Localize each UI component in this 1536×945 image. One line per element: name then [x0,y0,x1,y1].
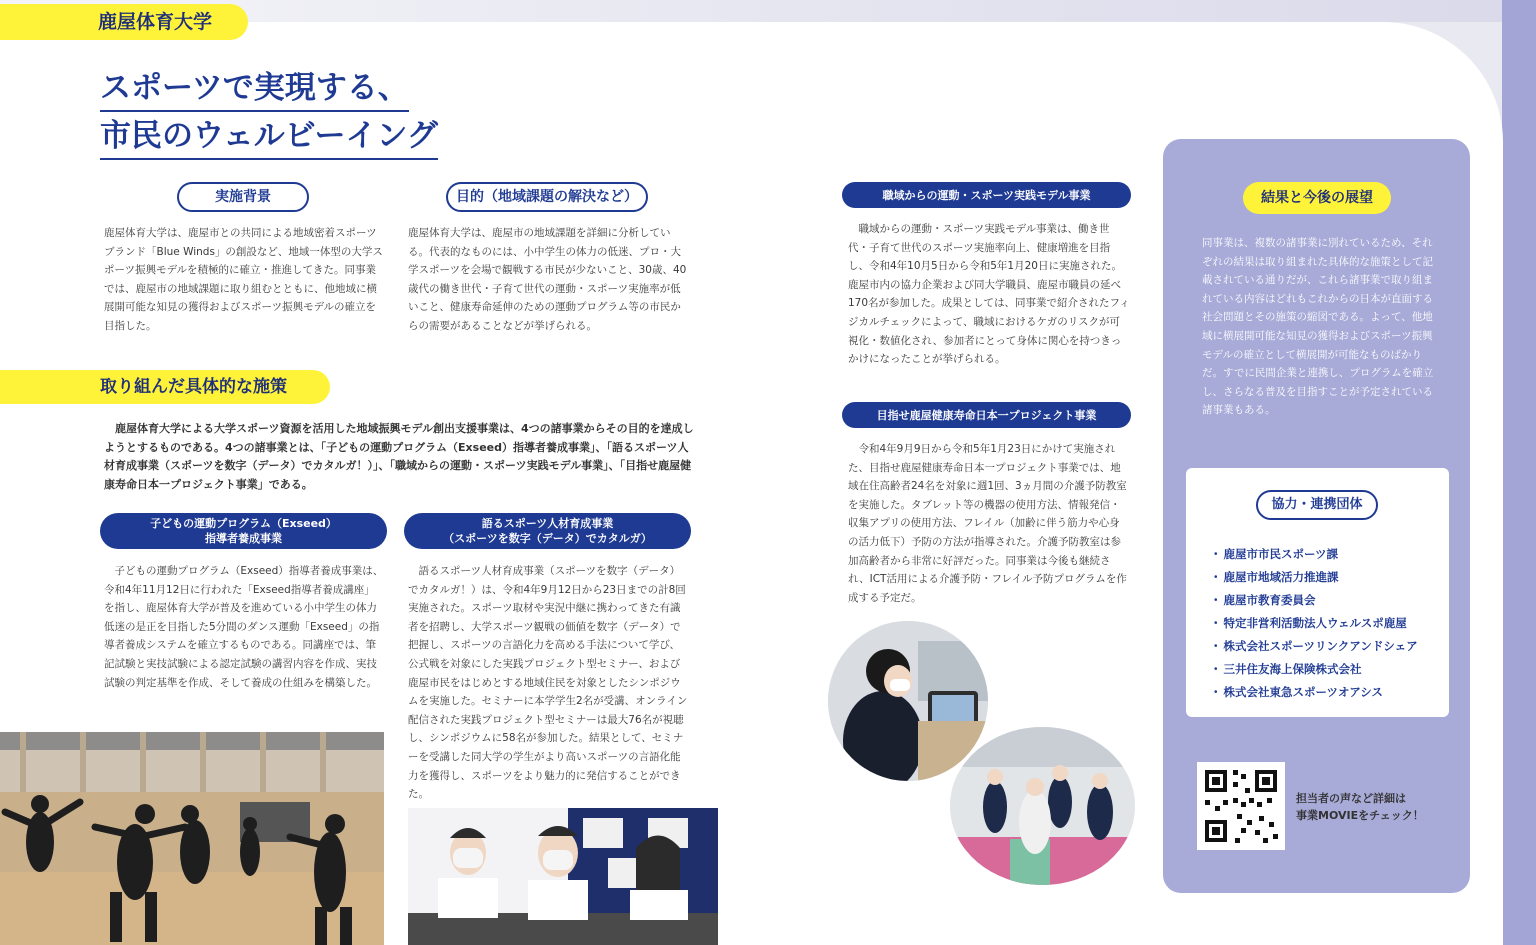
initiatives-intro: 鹿屋体育大学による大学スポーツ資源を活用した地域振興モデル創出支援事業は、4つの諸事業からその目的を達成しようとするものである。4つの諸事業とは、「子どもの運動プログラム（Exseed）指導者養成事業」、「語るスポーツ人材育成事業（スポーツを数字（データ）でカタルガ！）」、「職域からの運動・スポーツ実践モデル事業」、「目指せ鹿屋健康寿命日本一プロジェクト事業」である。 [104,422,694,491]
purpose-text: 鹿屋体育大学は、鹿屋市の地域課題を詳細に分析している。代表的なものには、小中学生の体力の低迷、プロ・大学スポーツを会場で観戦する市民が少ないこと、30歳、40歳代の働き世代・子育て世代の運動・スポーツ実施率が低いこと、健康寿命延伸のための運動プログラム等の市民からの需要があることなどが挙げられる。 [408,227,687,332]
program1-title [100,513,387,549]
results-text: 同事業は、複数の諸事業に別れているため、それぞれの結果は取り組まれた具体的な施策として記載されている通りだが、これら諸事業で取り組まれている内容はどれもこれからの日本が直面する社会問題とその施策の縮図である。よって、他地域に横展開可能な知見の獲得およびスポーツ振興モデルの確立として横展開が可能なものばかりだ。すでに民間企業と連携し、プログラムを確立し、さらなる普及を目指すことが予定されている諸事業もある。 [1202,237,1434,417]
partner-item: ・ 鹿屋市教育委員会 [1210,589,1418,612]
movie-note-line1: 担当者の声など詳細は [1296,792,1406,805]
movie-note [1296,790,1424,824]
partners-label: 協力・連携団体 [1256,490,1378,520]
broadcast-seminar-photo [408,808,718,945]
partners-list [1210,543,1418,704]
partner-item: ・ 特定非営利活動法人ウェルスポ鹿屋 [1210,612,1418,635]
program2-title [404,513,691,549]
partner-item: ・ 鹿屋市市民スポーツ課 [1210,543,1418,566]
results-label: 結果と今後の展望 [1243,182,1391,214]
program4-text: 令和4年9月9日から令和5年1月23日にかけて実施された、目指せ鹿屋健康寿命日本一プロジェクト事業では、地域在住高齢者24名を対象に週1回、3ヵ月間の介護予防教室を実施した。タブレット等の機器の使用方法、情報発信・収集アプリの使用方法、フレイル（加齢に伴う筋力や心身の活力低下）予防の方法が指導された。介護予防教室は参加高齢者から非常に好評だった。同事業は今後も継続され、ICT活用による介護予防・フレイル予防プログラムを作成する予定だ。 [848,443,1127,604]
program4-title: 目指せ鹿屋健康寿命日本一プロジェクト事業 [842,402,1131,428]
tablet-class-illustration [828,621,988,781]
program3-title: 職域からの運動・スポーツ実践モデル事業 [842,182,1131,208]
program1-title-line1: 子どもの運動プログラム（Exseed） [150,517,337,530]
program1-text: 子どもの運動プログラム（Exseed）指導者養成事業は、令和4年11月12日に行われた「Exseed指導者養成講座」を指し、鹿屋体育大学が普及を進めている小中学生の体力低迷の是正を目指した5分間のダンス運動「Exseed」の指導者養成システムを確立するものである。同講座では、筆記試験と実技試験による認定試験の講習内容を作成、実技試験の判定基準を作成、そして養成の仕組みを構築した。 [104,565,384,689]
program3-text: 職域からの運動・スポーツ実践モデル事業は、働き世代・子育て世代のスポーツ実施率向上、健康増進を目指し、令和4年10月5日から令和5年1月20日に実施された。鹿屋市内の協力企業および同大学職員、鹿屋市職員の延べ170名が参加した。成果としては、同事業で紹介されたフィジカルチェックによって、職域におけるケガのリスクが可視化・数値化され、参加者にとって身体に関心を持つきっかけになったことが挙げられる。 [848,223,1130,366]
partner-item: ・ 株式会社スポーツリンクアンドシェア [1210,635,1418,658]
partner-item: ・ 三井住友海上保険株式会社 [1210,658,1418,681]
purple-edge [1502,0,1536,945]
exercise-class-illustration [950,727,1135,885]
movie-note-line2: 事業MOVIEをチェック！ [1296,809,1424,822]
page-title [100,66,438,162]
background-text: 鹿屋体育大学は、鹿屋市との共同による地域密着スポーツブランド「Blue Winds」の創設など、地域一体型の大学スポーツ振興モデルを積極的に確立・推進してきた。同事業では、鹿屋市の地域課題に取り組むとともに、他地域に横展開可能な知見の獲得およびスポーツ振興モデルの確立を目指した。 [104,227,383,332]
program2-text: 語るスポーツ人材育成事業（スポーツを数字（データ）でカタルガ！）は、令和4年9月12日から23日までの計8回実施された。スポーツ取材や実況中継に携わってきた有識者を招聘し、大学スポーツ観戦の価値を数字（データ）で把握し、スポーツの言語化力を高める手法について学び、公式戦を対象にした実践プロジェクト型セミナー、および鹿屋市民をはじめとする地域住民を対象としたシンポジウムを実施した。セミナーに本学学生2名が受講、オンライン配信された実践プロジェクト型セミナーは最大76名が視聴し、シンポジウムに58名が参加した。結果として、セミナーを受講した同大学の学生がより高いスポーツの言語化能力を獲得し、スポーツをより魅力的に発信することができた。 [408,565,688,801]
initiatives-label: 取り組んだ具体的な施策 [0,370,330,404]
background-label: 実施背景 [177,182,309,212]
title-line-2: 市民のウェルビーイング [100,114,438,160]
qr-code-icon [1197,762,1285,850]
program2-title-line2: （スポーツを数字（データ）でカタルガ） [443,532,652,545]
purpose-label: 目的（地域課題の解決など） [446,182,648,212]
qr-code[interactable] [1197,762,1285,850]
university-tag: 鹿屋体育大学 [0,4,248,40]
title-line-1: スポーツで実現する、 [100,66,409,112]
tablet-class-photo [828,621,988,781]
program2-title-line1: 語るスポーツ人材育成事業 [481,517,614,530]
dance-class-illustration [0,732,384,945]
broadcast-seminar-illustration [408,808,718,945]
program1-title-line2: 指導者養成事業 [205,532,282,545]
exercise-class-photo [950,727,1135,885]
partner-item: ・ 株式会社東急スポーツオアシス [1210,681,1418,704]
dance-class-photo [0,732,384,945]
partner-item: ・ 鹿屋市地域活力推進課 [1210,566,1418,589]
